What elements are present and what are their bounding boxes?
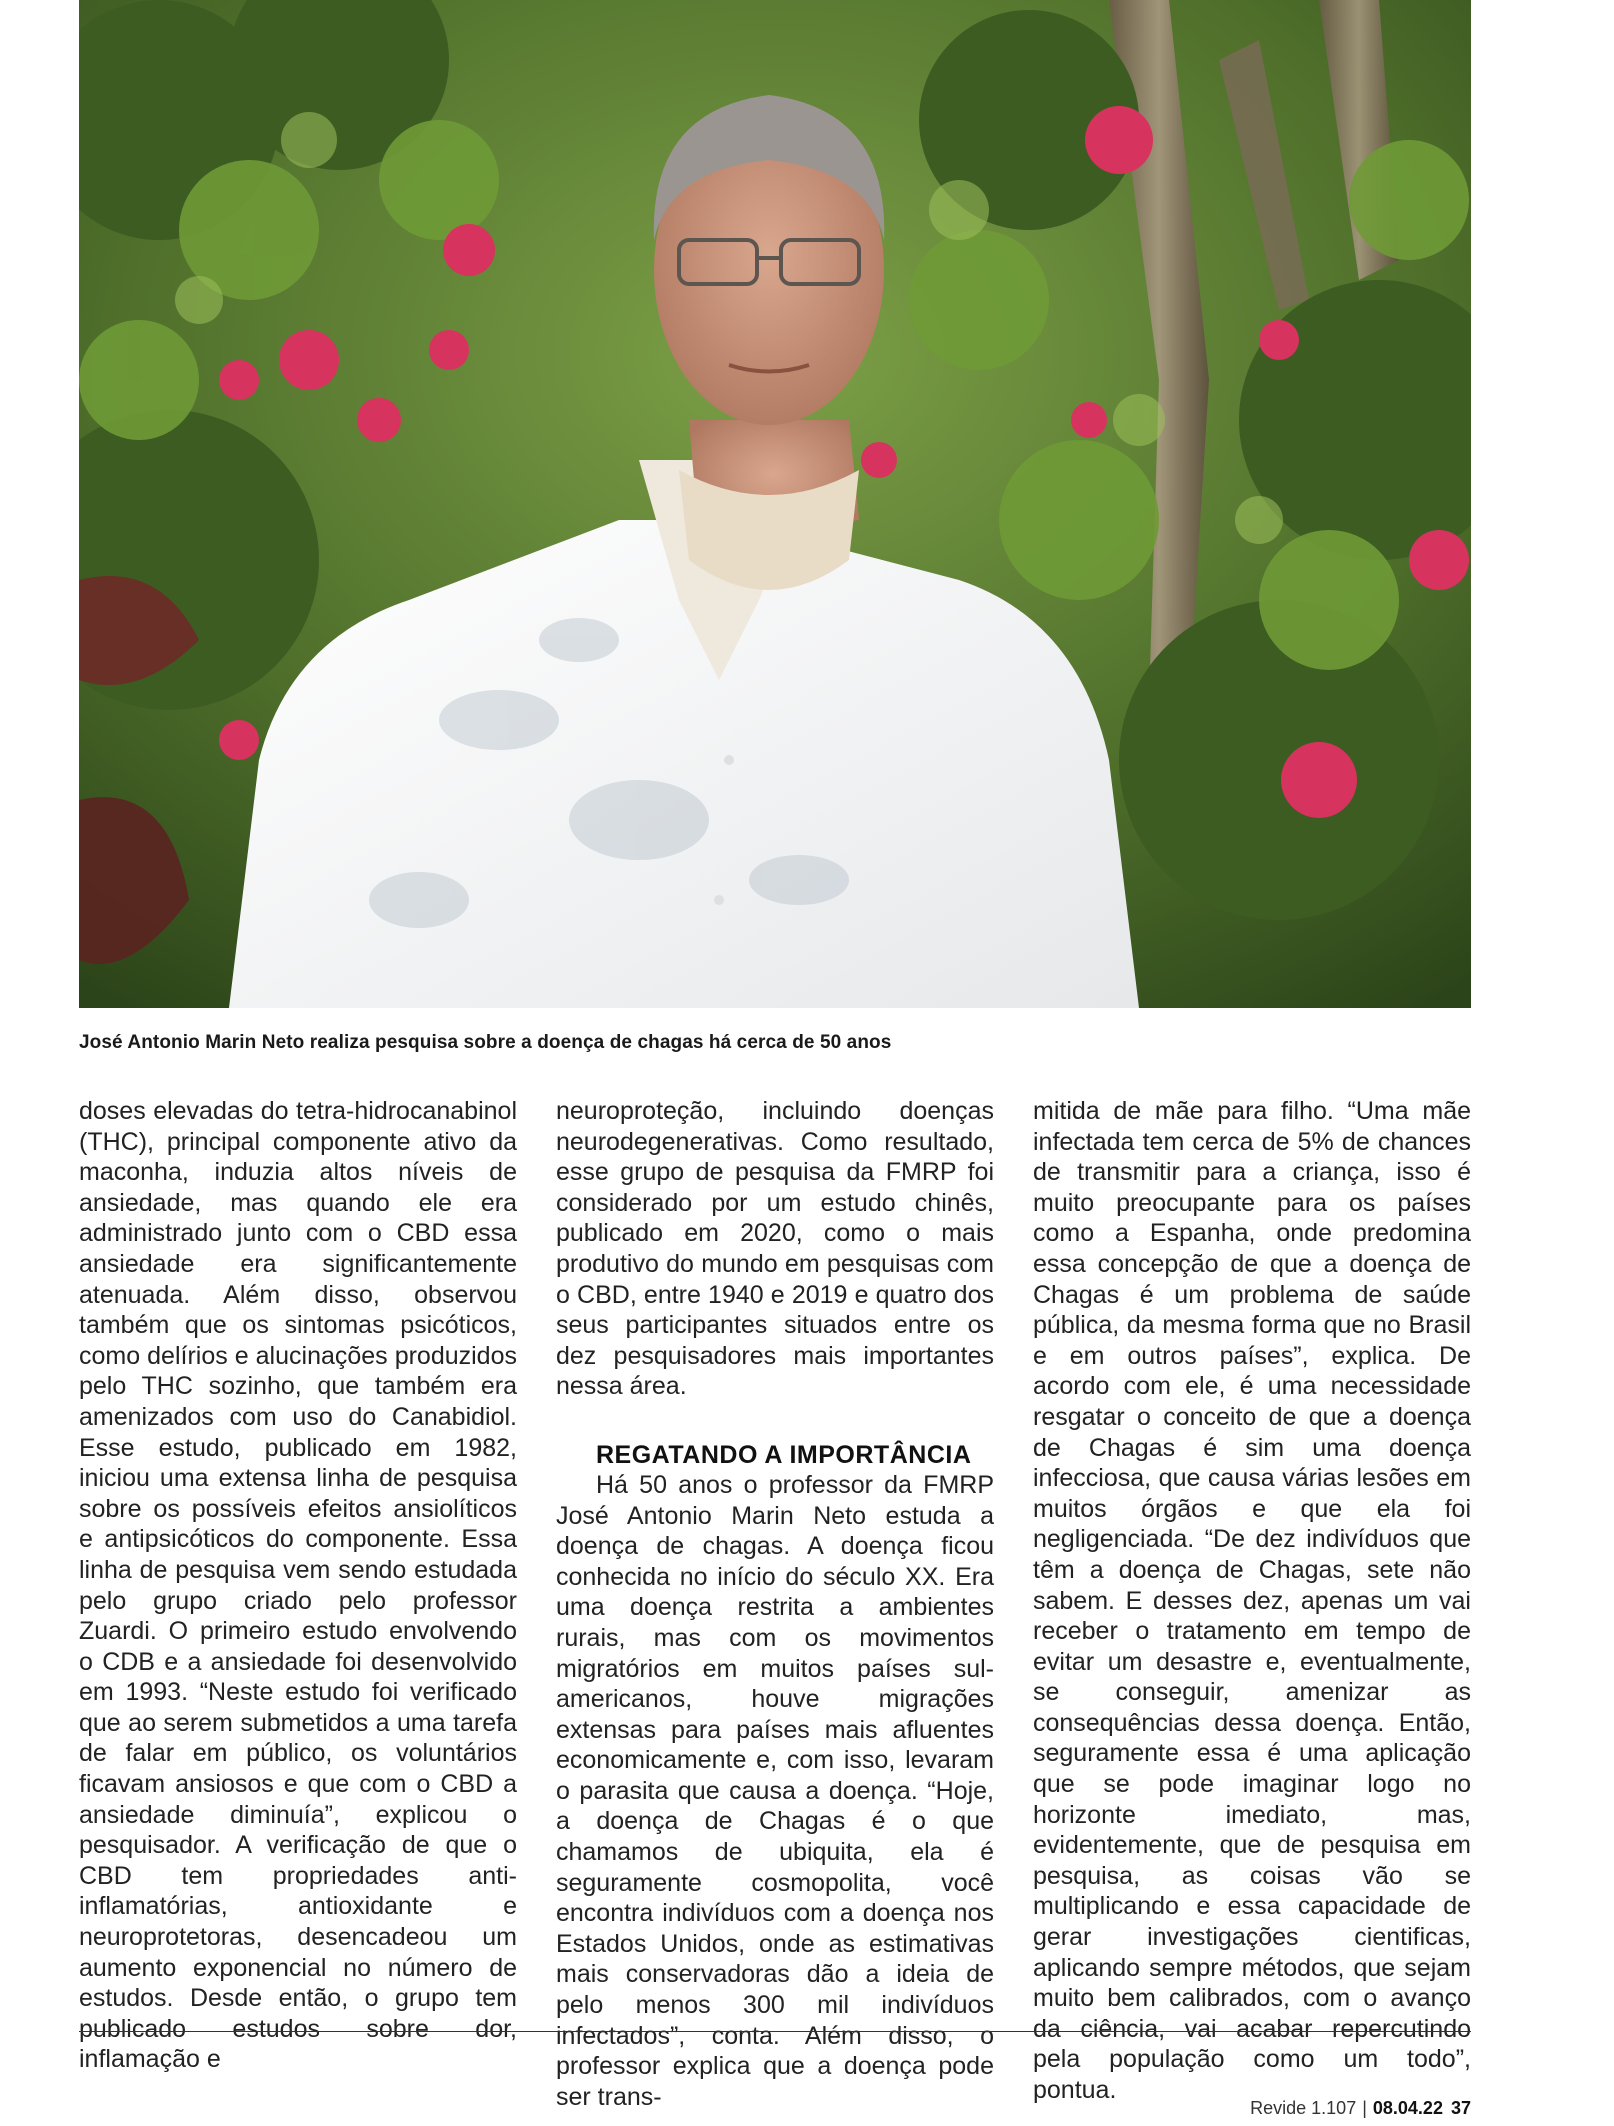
article-paragraph: Há 50 anos o professor da FMRP José Antonio Marin Neto estuda a doença de chagas. A doença ficou conhecida no início do século XX. Era uma doença restrita a ambientes rurais, mas com os movimentos migratórios em muitos países sul-americanos, houve migrações extensas para países mais afluentes economicamente e, com isso, levaram o parasita que causa a doença. “Hoje, a doença de Chagas é o que chamamos de ubiquita, ela é seguramente cosmopolita, você encontra indivíduos com a doença nos Estados Unidos, onde as estimativas mais conservadoras dão a ideia de pelo menos 300 mil indivíduos infectados”, conta. Além disso, o professor explica que a doença pode ser trans- <box>556 1470 994 2111</box>
magazine-issue: Revide 1.107 <box>1250 2098 1357 2118</box>
article-photo <box>79 0 1471 1008</box>
article-paragraph: mitida de mãe para filho. “Uma mãe infectada tem cerca de 5% de chances de transmitir para a criança, isso é muito preocupante para os países como a Espanha, onde predomina essa concepção de que a doença de Chagas é um problema de saúde pública, da mesma forma que no Brasil e em outros países”, explica. De acordo com ele, é uma necessidade resgatar o conceito de que a doença de Chagas é sim uma doença infecciosa, que causa várias lesões em muitos órgãos e que ela foi negligenciada. “De dez indivíduos que têm a doença de Chagas, sete não sabem. E desses dez, apenas um vai receber o tratamento em tempo de evitar um desastre e, eventualmente, se conseguir, amenizar as consequências dessa doença. Então, seguramente essa é uma aplicação que se pode imaginar logo no horizonte imediato, mas, evidentemente, que de pesquisa em pesquisa, as coisas vão se multiplicando e essa capacidade de gerar investigações cientificas, aplicando sempre métodos, que sejam muito bem calibrados, com o avanço da ciência, vai acabar repercutindo pela população como um todo”, pontua. <box>1033 1097 1471 2104</box>
article-column-2 <box>556 1096 994 2112</box>
footer-separator: | <box>1362 2098 1367 2118</box>
article-paragraph: doses elevadas do tetra-hidrocanabinol (THC), principal componente ativo da maconha, induzia altos níveis de ansiedade, mas quando ele era administrado junto com o CBD essa ansiedade era significantemente atenuada. Além disso, observou também que os sintomas psicóticos, como delírios e alucinações produzidos pelo THC sozinho, que também era amenizados com uso do Canabidiol. Esse estudo, publicado em 1982, iniciou uma extensa linha de pesquisa sobre os possíveis efeitos ansiolíticos e antipsicóticos do componente. Essa linha de pesquisa vem sendo estudada pelo grupo criado pelo professor Zuardi. O primeiro estudo envolvendo o CDB e a ansiedade foi desenvolvido em 1993. “Neste estudo foi verificado que ao serem submetidos a uma tarefa de falar em público, os voluntários ficavam ansiosos e que com o CBD a ansiedade diminuía”, explicou o pesquisador. A verificação de que o CBD tem propriedades anti-inflamatórias, antioxidante e neuroprotetoras, desencadeou um aumento exponencial no número de estudos. Desde então, o grupo tem publicado estudos sobre dor, inflamação e <box>79 1097 517 2074</box>
page-number: 37 <box>1450 2098 1471 2118</box>
article-column-1 <box>79 1096 517 2075</box>
article-column-3 <box>1033 1096 1471 2106</box>
issue-date: 08.04.22 <box>1372 2098 1443 2118</box>
section-subheading: REGATANDO A IMPORTÂNCIA <box>596 1440 972 1469</box>
photo-caption: José Antonio Marin Neto realiza pesquisa sobre a doença de chagas há cerca de 50 anos <box>79 1032 892 1053</box>
portrait-photo <box>79 0 1471 1008</box>
article-paragraph: neuroproteção, incluindo doenças neurodegenerativas. Como resultado, esse grupo de pesquisa da FMRP foi considerado por um estudo chinês, publicado em 2020, como o mais produtivo do mundo em pesquisas com o CBD, entre 1940 e 2019 e quatro dos seus participantes situados entre os dez pesquisadores mais importantes nessa área. <box>556 1097 994 1401</box>
page-footer <box>1250 2098 1471 2119</box>
footer-divider <box>79 2031 1471 2032</box>
